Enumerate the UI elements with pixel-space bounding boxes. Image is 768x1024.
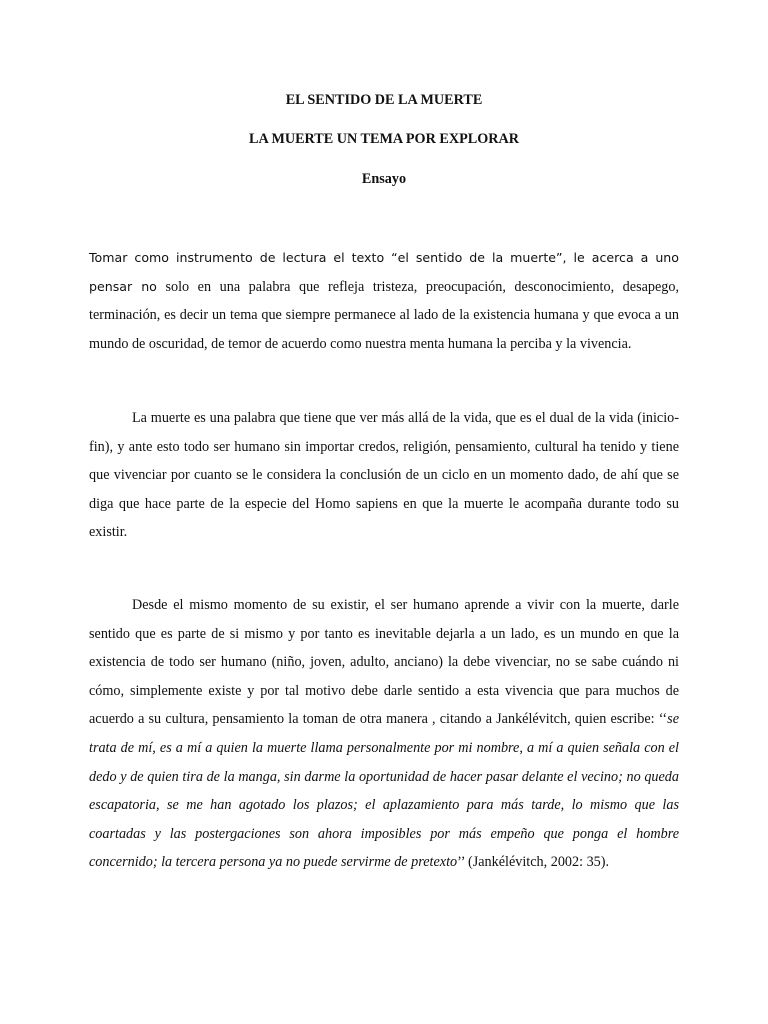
- paragraph-1-first-line: Tomar como instrumento de lectura el texto “el sentido de la muerte”, le acerca a uno pensar no: [89, 250, 679, 294]
- document-genre: Ensayo: [361, 171, 407, 187]
- paragraph-3-body: Desde el mismo momento de su existir, el ser humano aprende a vivir con la muerte, darle sentido que es parte de si mismo y por tanto es inevitable dejarla a un lado, es un mundo en que la existencia de todo ser humano (niño, joven, adulto, anciano) la debe vivenciar, no se sabe cuándo ni cómo, simplemente existe y por tal motivo debe darle sentido a esta vivencia que para muchos de acuerdo a su cultura, pensamiento la toman de otra manera , citando a Jankélévitch, quien escribe:: [89, 597, 679, 728]
- paragraph-3: [89, 591, 679, 877]
- paragraph-2: La muerte es una palabra que tiene que ver más allá de la vida, que es el dual de la vida (inicio-fin), y ante esto todo ser humano sin importar credos, religión, pensamiento, cultural ha tenido y tiene que vivenciar por cuanto se le considera la conclusión de un ciclo en un momento dado, de ahí que se diga que hace parte de la especie del Homo sapiens en que la muerte le acompaña durante todo su existir.: [89, 410, 679, 541]
- document-title: EL SENTIDO DE LA MUERTE: [285, 92, 483, 108]
- quote-close-mark: ’’: [457, 854, 465, 871]
- paragraph-1: [89, 244, 679, 358]
- quote-citation: (Jankélévitch, 2002: 35).: [464, 854, 610, 871]
- jankelevitch-quote: se trata de mí, es a mí a quien la muerte llama personalmente por mi nombre, a mí a quien señala con el dedo y de quien tira de la manga, sin darme la oportunidad de hacer pasar delante el vecino; no queda escapatoria, se me han agotado los plazos; el aplazamiento para más tarde, lo mismo que las coartadas y las postergaciones son ahora imposibles por más empeño que ponga el hombre concernido; la tercera persona ya no puede servirme de pretexto: [89, 711, 679, 871]
- paragraph-1-body: solo en una palabra que refleja tristeza, preocupación, desconocimiento, desapego, terminación, es decir un tema que siempre permanece al lado de la existencia humana y que evoca a un mundo de oscuridad, de temor de acuerdo como nuestra menta humana la perciba y la vivencia.: [89, 278, 680, 352]
- quote-open-mark: ‘‘: [658, 711, 668, 728]
- document-subtitle: LA MUERTE UN TEMA POR EXPLORAR: [248, 131, 519, 147]
